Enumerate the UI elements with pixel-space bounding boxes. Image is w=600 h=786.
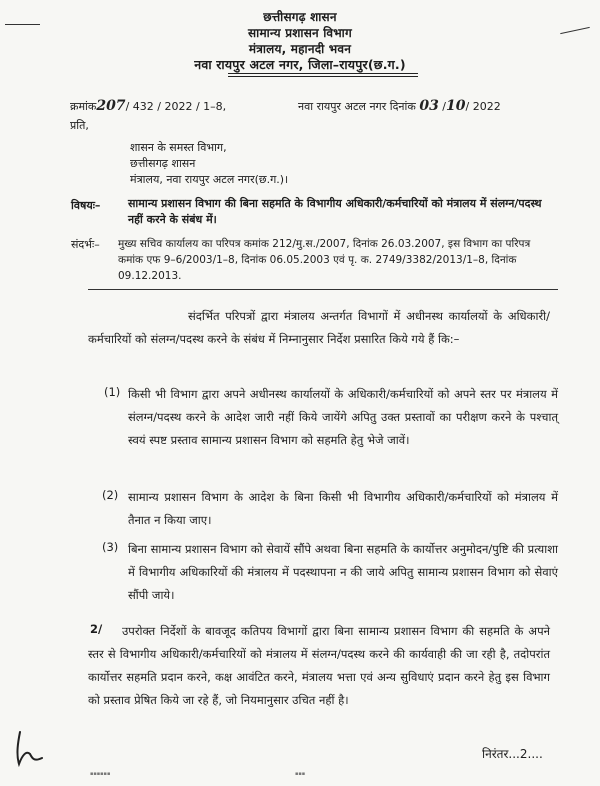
- subject-label: विषयः–: [71, 199, 101, 212]
- scan-footer-mark: ▪▪▪▪▪▪: [90, 771, 111, 777]
- point-number: (2): [102, 488, 119, 502]
- date-year: / 2022: [465, 100, 501, 113]
- govt-name: छत्तीसगढ़ शासन: [263, 10, 337, 24]
- ref-handwritten-number: 207: [96, 98, 126, 114]
- continuation-note: निरंतर...2....: [482, 747, 543, 761]
- second-paragraph: उपरोक्त निर्देशों के बावजूद कतिपय विभागों द्वारा बिना सामान्य प्रशासन विभाग की सहमति के अपने स्तर से विभागीय अधिकारी/कर्मचारियों को मंत्रालय में संलग्न/पदस्थ करने की कार्यवाही की जा रही है, तदोपरांत कार्योत्तर सहमति प्रदान करने, कक्ष आवंटित करने, मंत्रालय भत्ता एवं अन्य सुविधाएं प्रदान करने हेतु इस विभाग को प्रस्ताव प्रेषित किये जा रहे हैं, जो नियमानुसार उचित नहीं है।: [88, 624, 550, 707]
- letter-date: नवा रायपुर अटल नगर दिनांक 03 /10/ 2022: [298, 98, 501, 114]
- header-underline: [228, 73, 418, 74]
- reference-text: मुख्य सचिव कार्यालय का परिपत्र कमांक 212/मु.स./2007, दिनांक 26.03.2007, इस विभाग का परिपत्र कमांक एफ 9–6/2003/1–8, दिनांक 06.05.2003 एवं पृ. क. 2749/3382/2013/1–8, दिनांक 09.12.2013.: [118, 238, 531, 282]
- office-address: नवा रायपुर अटल नगर, जिला–रायपुर(छ.ग.): [194, 57, 406, 72]
- paragraph-number: 2/: [90, 622, 103, 636]
- ref-rest: / 432 / 2022 / 1–8,: [125, 100, 227, 113]
- point-text: सामान्य प्रशासन विभाग के आदेश के बिना किसी भी विभागीय अधिकारी/कर्मचारियों को मंत्रालय में तैनात न किया जाए।: [128, 490, 558, 527]
- addressee-line: छत्तीसगढ़ शासन: [130, 157, 196, 170]
- ref-prefix: क्रमांक: [70, 100, 97, 113]
- header-underline: [228, 76, 418, 77]
- subject-text: सामान्य प्रशासन विभाग की बिना सहमति के विभागीय अधिकारी/कर्मचारियों को मंत्रालय में संलग्न/पदस्थ नहीं करने के संबंध में।: [128, 197, 542, 226]
- point-text: किसी भी विभाग द्वारा अपने अधीनस्थ कार्यालयों के अधिकारी/कर्मचारियों को अपने स्तर पर मंत्रालय में संलग्न/पदस्थ करने के आदेश जारी नहीं किये जायेंगे अपितु उक्त प्रस्तावों का परीक्षण करने के पश्चात् स्वयं स्पष्ट प्रस्ताव सामान्य प्रशासन विभाग को सहमति हेतु भेजे जावें।: [128, 387, 558, 447]
- date-month: 10: [446, 98, 466, 114]
- scan-footer-mark: ▪▪▪: [295, 771, 306, 777]
- department-name: सामान्य प्रशासन विभाग: [248, 26, 352, 40]
- point-number: (1): [104, 385, 121, 399]
- date-prefix: नवा रायपुर अटल नगर दिनांक: [298, 100, 416, 113]
- intro-paragraph: संदर्भित परिपत्रों द्वारा मंत्रालय अन्तर्गत विभागों में अधीनस्थ कार्यालयों के अधिकारी/कर्मचारियों को संलग्न/पदस्थ करने के संबंध में निम्नानुसार निर्देश प्रसारित किये गये हैं कि:–: [88, 309, 550, 346]
- addressee-line: मंत्रालय, नवा रायपुर अटल नगर(छ.ग.)।: [130, 173, 289, 186]
- section-divider: [88, 289, 558, 290]
- to-label: प्रति,: [70, 119, 89, 132]
- reference-number: [70, 98, 226, 114]
- signature-scribble: [12, 728, 52, 768]
- office-building: मंत्रालय, महानदी भवन: [248, 42, 352, 56]
- reference-label: संदर्भः–: [71, 238, 100, 251]
- addressee-line: शासन के समस्त विभाग,: [130, 141, 227, 154]
- date-day: 03: [419, 98, 439, 114]
- point-text: बिना सामान्य प्रशासन विभाग को सेवायें सौंपे अथवा बिना सहमति के कार्योत्तर अनुमोदन/पुष्टि की प्रत्याशा में विभागीय अधिकारियों की मंत्रालय में पदस्थापना न की जाये अपितु सामान्य प्रशासन विभाग को सेवाएं सौंपी जाये।: [128, 542, 558, 602]
- point-number: (3): [102, 540, 119, 554]
